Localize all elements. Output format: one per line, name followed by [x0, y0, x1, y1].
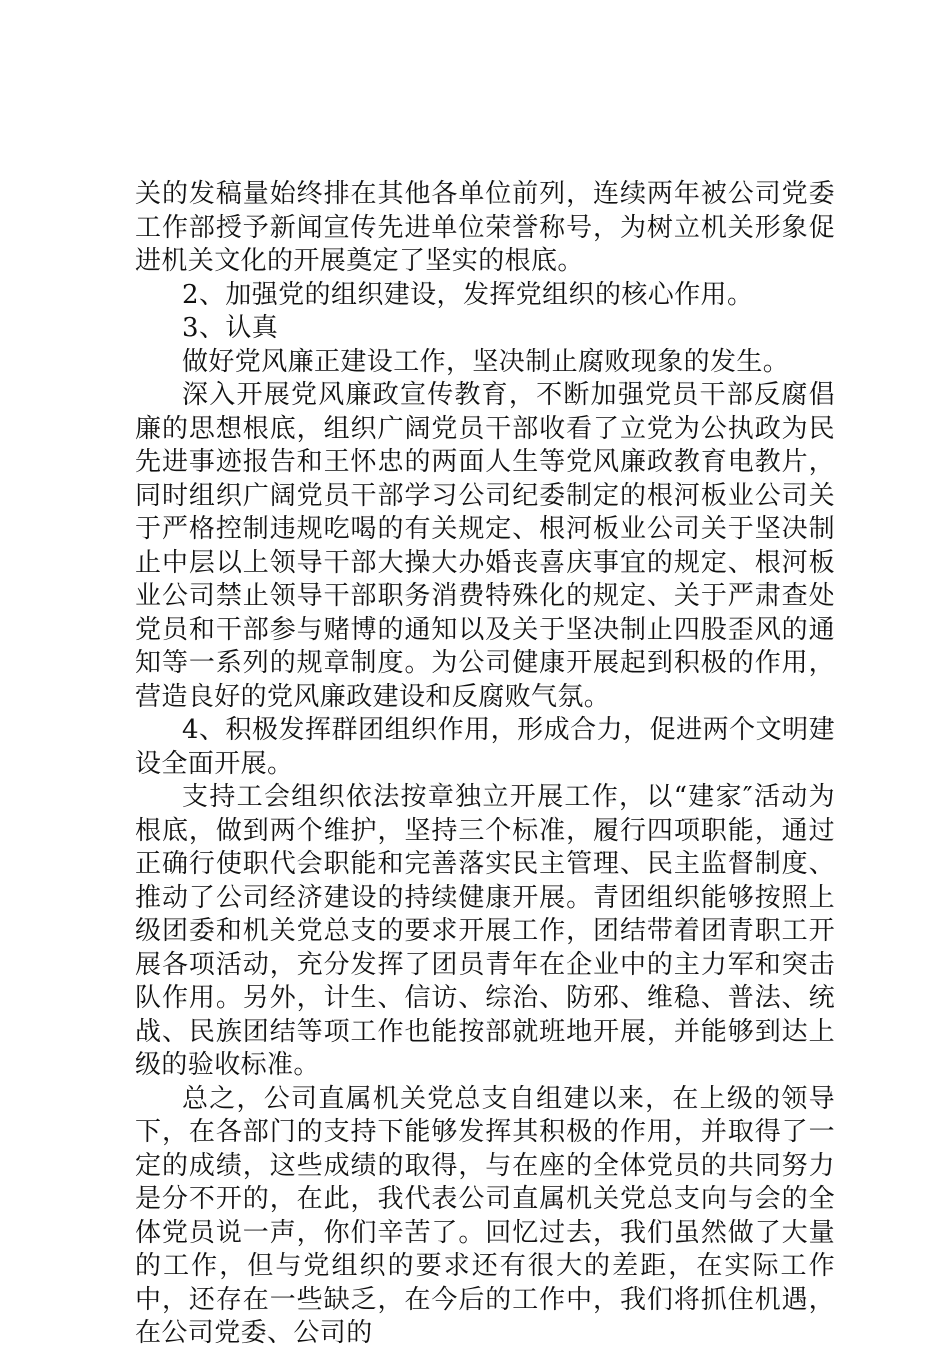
paragraph-anticorruption-body: 深入开展党风廉政宣传教育，不断加强党员干部反腐倡廉的思想根底，组织广阔党员干部收看了立党为公执政为民先进事迹报告和王怀忠的两面人生等党风廉政教育电教片，同时组织广阔党员干部学习公司纪委制定的根河板业公司关于严格控制违规吃喝的有关规定、根河板业公司关于坚决制止中层以上领导干部大操大办婚丧喜庆事宜的规定、根河板业公司禁止领导干部职务消费特殊化的规定、关于严肃查处党员和干部参与赌博的通知以及关于坚决制止四股歪风的通知等一系列的规章制度。为公司健康开展起到积极的作用，营造良好的党风廉政建设和反腐败气氛。	[135, 380, 835, 712]
paragraph-continuation: 关的发稿量始终排在其他各单位前列，连续两年被公司党委工作部授予新闻宣传先进单位荣誉称号，为树立机关形象促进机关文化的开展奠定了坚实的根底。	[135, 179, 835, 276]
paragraph-heading-2: 2、加强党的组织建设，发挥党组织的核心作用。	[182, 279, 754, 310]
paragraph-heading-3: 3、认真	[182, 313, 279, 343]
paragraph-union-body: 支持工会组织依法按章独立开展工作，以“建家″活动为根底，做到两个维护，坚持三个标准，履行四项职能，通过正确行使职代会职能和完善落实民主管理、民主监督制度、推动了公司经济建设的持续健康开展。青团组织能够按照上级团委和机关党总支的要求开展工作，团结带着团青职工开展各项活动，充分发挥了团员青年在企业中的主力军和突击队作用。另外，计生、信访、综治、防邪、维稳、普法、统战、民族团结等项工作也能按部就班地开展，并能够到达上级的验收标准。	[135, 782, 835, 1080]
paragraph-heading-4: 4、积极发挥群团组织作用，形成合力，促进两个文明建设全面开展。	[135, 715, 835, 779]
document-body	[135, 178, 835, 1351]
paragraph-summary: 总之，公司直属机关党总支自组建以来，在上级的领导下，在各部门的支持下能够发挥其积极的作用，并取得了一定的成绩，这些成绩的取得，与在座的全体党员的共同努力是分不开的，在此，我代表公司直属机关党总支向与会的全体党员说一声，你们辛苦了。回忆过去，我们虽然做了大量的工作，但与党组织的要求还有很大的差距，在实际工作中，还存在一些缺乏，在今后的工作中，我们将抓住机遇，在公司党委、公司的	[135, 1083, 835, 1348]
paragraph-anticorruption-title: 做好党风廉正建设工作，坚决制止腐败现象的发生。	[182, 346, 790, 377]
